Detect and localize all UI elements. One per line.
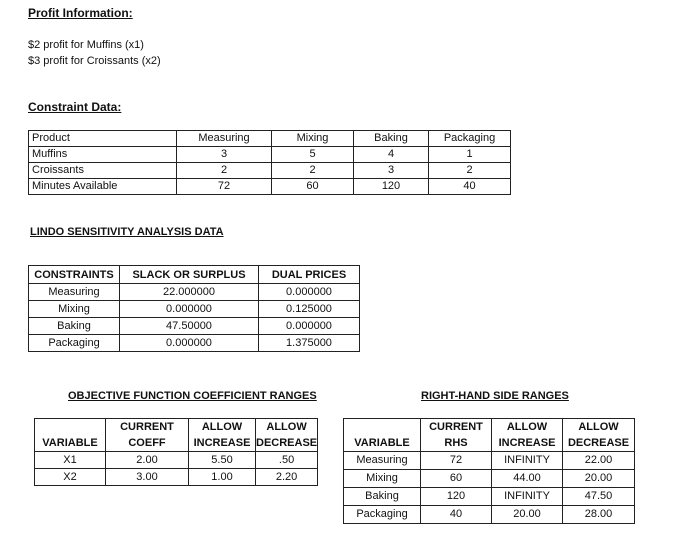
table-row <box>344 452 635 470</box>
column-header <box>35 419 106 436</box>
table-row <box>344 470 635 488</box>
table-cell: 72 <box>177 179 272 195</box>
table-cell: 0.000000 <box>120 335 259 352</box>
table-cell: 47.50 <box>563 488 635 506</box>
table-cell: 2 <box>177 163 272 179</box>
rhs-table <box>343 418 635 524</box>
profit-line-muffins: $2 profit for Muffins (x1) <box>28 39 144 51</box>
table-row <box>29 147 511 163</box>
table-row <box>29 284 360 301</box>
table-cell: 47.50000 <box>120 318 259 335</box>
table-cell: Baking <box>344 488 421 506</box>
table-header-row <box>35 419 318 436</box>
table-cell: 22.000000 <box>120 284 259 301</box>
table-cell: Measuring <box>344 452 421 470</box>
table-cell: 44.00 <box>492 470 563 488</box>
table-cell: .50 <box>278 454 295 466</box>
column-header: DUAL PRICES <box>259 266 360 284</box>
table-cell: Minutes Available <box>29 179 177 195</box>
table-cell: 60 <box>421 470 492 488</box>
table-row <box>29 131 511 147</box>
objective-heading: OBJECTIVE FUNCTION COEFFICIENT RANGES <box>68 390 317 402</box>
table-cell: 5 <box>272 147 354 163</box>
column-header: ALLOW <box>266 421 307 433</box>
objective-table <box>34 418 318 486</box>
table-cell: 0.000000 <box>259 318 360 335</box>
column-header <box>344 419 421 436</box>
column-header: ALLOW <box>189 419 256 436</box>
column-header: INCREASE <box>189 435 256 452</box>
table-header-row <box>29 266 360 284</box>
table-header-row <box>35 435 318 452</box>
table-cell: 22.00 <box>584 454 613 466</box>
table-cell: Mixing <box>272 131 354 147</box>
table-row <box>29 179 511 195</box>
table-cell: Measuring <box>29 284 120 301</box>
table-cell: 120 <box>354 179 429 195</box>
table-cell: 1.00 <box>189 469 256 486</box>
table-cell: Packaging <box>429 131 511 147</box>
table-cell: 1 <box>429 147 511 163</box>
table-cell: 3 <box>354 163 429 179</box>
table-row <box>35 452 318 469</box>
table-cell: 1.375000 <box>259 335 360 352</box>
table-cell: 3.00 <box>106 469 189 486</box>
column-header: COEFF <box>106 435 189 452</box>
rhs-heading: RIGHT-HAND SIDE RANGES <box>421 390 569 402</box>
table-row <box>29 318 360 335</box>
table-cell: Measuring <box>177 131 272 147</box>
table-cell: 20.00 <box>492 506 563 524</box>
table-cell: Croissants <box>29 163 177 179</box>
table-row <box>29 301 360 318</box>
table-cell: X1 <box>35 452 106 469</box>
table-cell: 72 <box>421 452 492 470</box>
table-header-row <box>344 435 635 452</box>
table-header-row <box>344 419 635 436</box>
table-cell: 2 <box>429 163 511 179</box>
table-cell: 2 <box>272 163 354 179</box>
table-cell: 40 <box>421 506 492 524</box>
table-row <box>344 488 635 506</box>
table-cell: Mixing <box>344 470 421 488</box>
table-cell: 4 <box>354 147 429 163</box>
table-row <box>29 335 360 352</box>
table-cell: Product <box>29 131 177 147</box>
table-cell: Baking <box>29 318 120 335</box>
table-cell: 40 <box>429 179 511 195</box>
table-cell: 5.50 <box>189 452 256 469</box>
table-cell: 120 <box>421 488 492 506</box>
column-header: SLACK OR SURPLUS <box>120 266 259 284</box>
table-cell: Baking <box>354 131 429 147</box>
column-header: DECREASE <box>256 435 318 452</box>
column-header: CURRENT <box>106 419 189 436</box>
table-cell: Mixing <box>29 301 120 318</box>
lindo-heading: LINDO SENSITIVITY ANALYSIS DATA <box>30 226 224 238</box>
column-header: VARIABLE <box>344 435 421 452</box>
table-row <box>29 163 511 179</box>
table-cell: INFINITY <box>492 452 563 470</box>
column-header: DECREASE <box>563 435 635 452</box>
column-header: CURRENT <box>421 419 492 436</box>
column-header: ALLOW <box>578 421 619 433</box>
constraint-heading: Constraint Data: <box>28 100 122 114</box>
table-cell: 2.20 <box>256 469 318 486</box>
column-header: VARIABLE <box>35 435 106 452</box>
constraint-table <box>28 130 511 195</box>
table-row <box>344 506 635 524</box>
table-cell: Packaging <box>29 335 120 352</box>
column-header: INCREASE <box>492 435 563 452</box>
table-row <box>35 469 318 486</box>
table-cell: 20.00 <box>563 470 635 488</box>
table-cell: 0.000000 <box>120 301 259 318</box>
table-cell: 3 <box>177 147 272 163</box>
table-cell: 60 <box>272 179 354 195</box>
table-cell: 0.000000 <box>259 284 360 301</box>
lindo-table <box>28 265 360 352</box>
column-header: ALLOW <box>492 419 563 436</box>
table-cell: INFINITY <box>492 488 563 506</box>
table-cell: 28.00 <box>563 506 635 524</box>
table-cell: Muffins <box>29 147 177 163</box>
profit-heading: Profit Information: <box>28 6 133 20</box>
table-cell: Packaging <box>344 506 421 524</box>
table-cell: 2.00 <box>106 452 189 469</box>
column-header: RHS <box>421 435 492 452</box>
column-header: CONSTRAINTS <box>29 266 120 284</box>
table-cell: X2 <box>35 469 106 486</box>
profit-line-croissants: $3 profit for Croissants (x2) <box>28 55 161 67</box>
table-cell: 0.125000 <box>259 301 360 318</box>
